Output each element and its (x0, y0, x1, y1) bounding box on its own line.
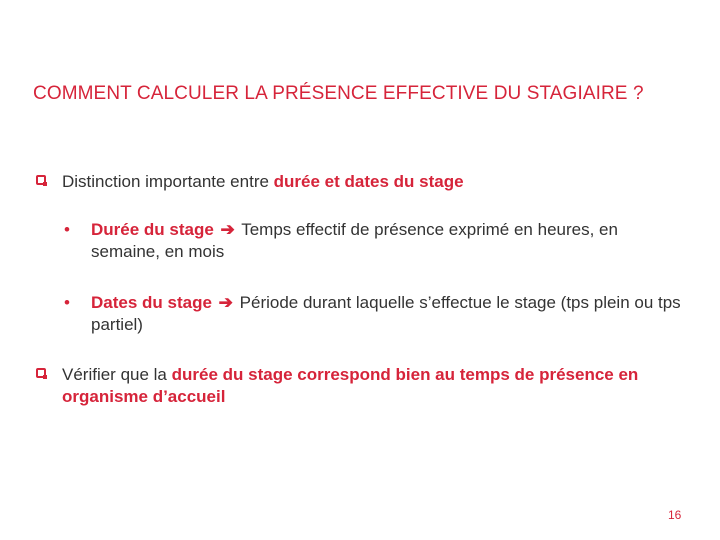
bullet-distinction (36, 171, 662, 193)
bullet-verifier-bold: durée du stage correspond bien au temps de présence en organisme d’accueil (62, 365, 639, 406)
sub-bullet-duree-text: Temps effectif de présence exprimé en heures, en semaine, en mois (91, 220, 618, 261)
checkbox-bullet-icon (36, 175, 46, 185)
bullet-verifier (36, 364, 662, 408)
sub-bullet-duree (64, 219, 651, 263)
checkbox-bullet-icon (36, 368, 46, 378)
sub-bullet-duree-term: Durée du stage (91, 220, 214, 239)
sub-bullet-dates-text: Période durant laquelle s’effectue le stage (tps plein ou tps partiel) (91, 293, 681, 334)
page-number: 16 (668, 508, 682, 522)
bullet-distinction-text: Distinction importante entre (62, 172, 274, 191)
sub-bullet-dates-term: Dates du stage (91, 293, 212, 312)
bullet-verifier-text: Vérifier que la (62, 365, 172, 384)
right-arrow-icon: ➔ (220, 220, 235, 239)
right-arrow-icon: ➔ (218, 293, 233, 312)
bullet-distinction-bold: durée et dates du stage (273, 172, 464, 191)
dot-bullet-icon: • (64, 220, 70, 239)
slide-title: COMMENT CALCULER LA PRÉSENCE EFFECTIVE DU STAGIAIRE ? (33, 83, 644, 104)
sub-bullet-dates (64, 292, 691, 336)
dot-bullet-icon: • (64, 293, 70, 312)
